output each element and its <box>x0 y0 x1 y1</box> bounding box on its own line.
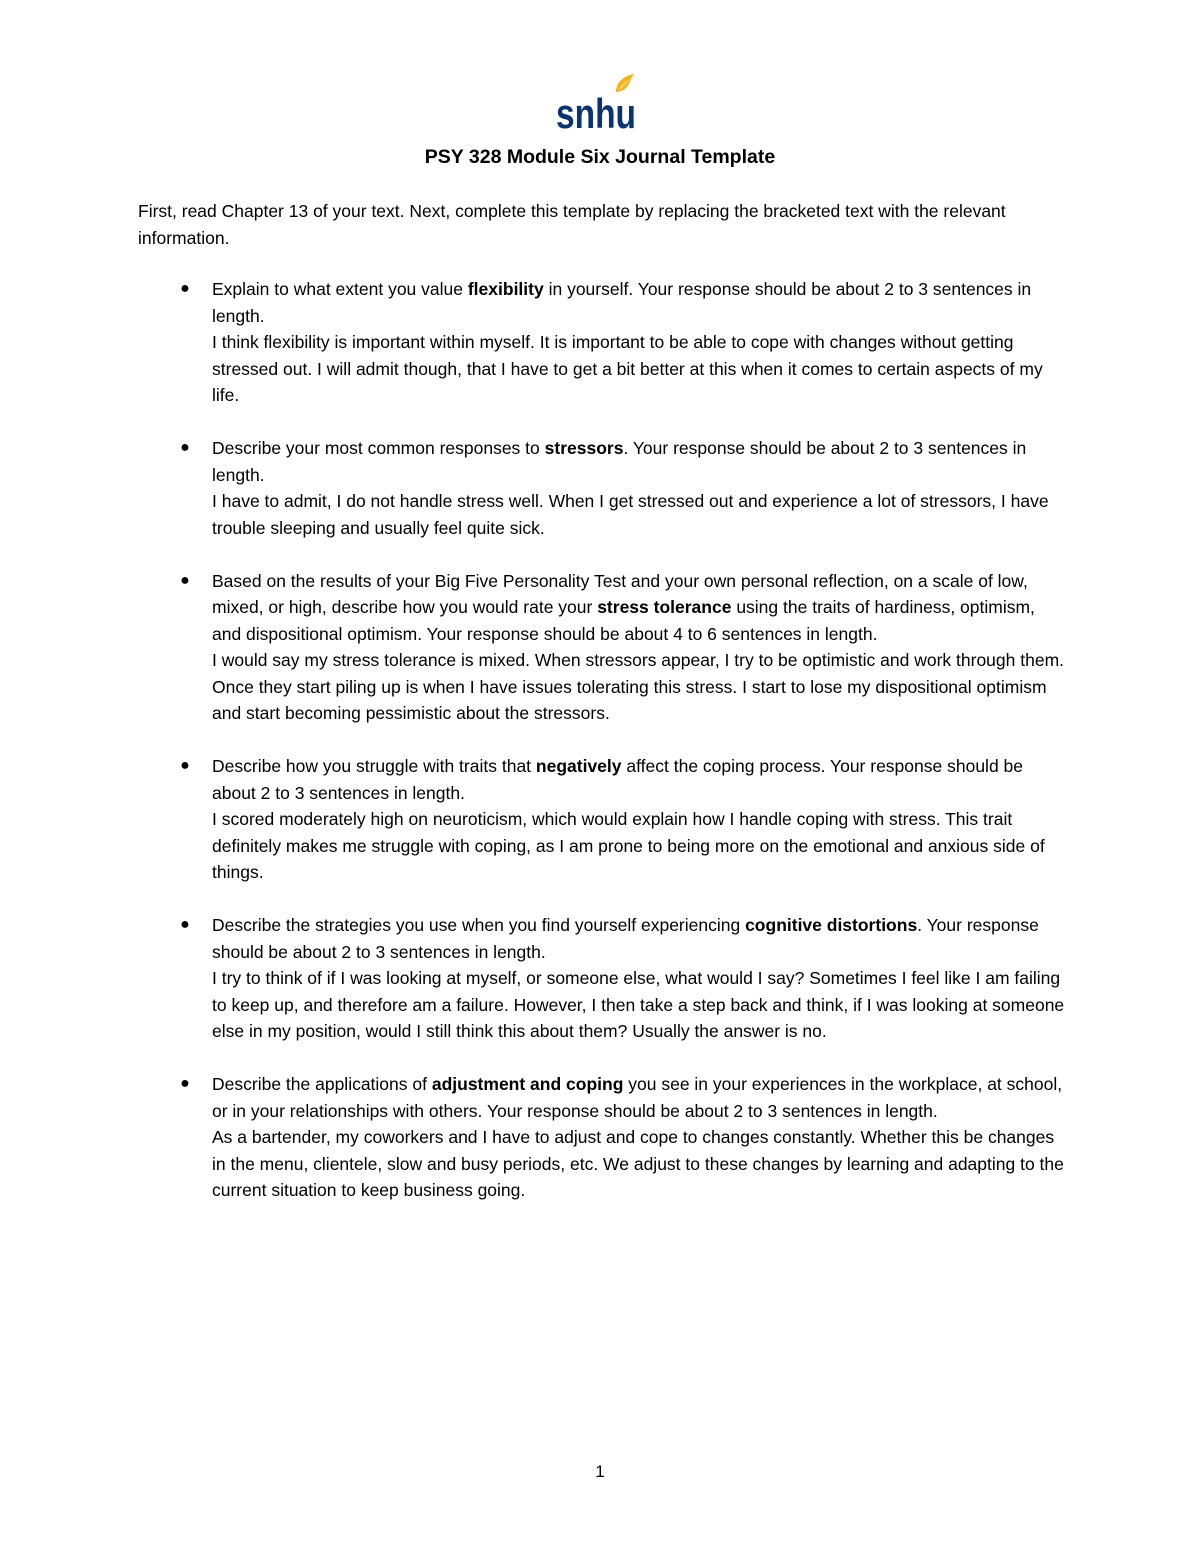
question-prompt: Describe how you struggle with traits that negatively affect the coping process. Your response should be about 2 to 3 sentences in length. <box>212 756 1023 803</box>
question-answer: As a bartender, my coworkers and I have to adjust and cope to changes constantly. Whether this be changes in the menu, clientele, slow and busy periods, etc. We adjust to these changes by learning and adapting to the current situation to keep business going. <box>212 1127 1064 1200</box>
snhu-wordmark: snhu <box>556 90 636 137</box>
bullet-icon: ● <box>180 439 190 456</box>
bullet-icon: ● <box>180 1075 190 1092</box>
question-answer: I have to admit, I do not handle stress well. When I get stressed out and experience a lot of stressors, I have trouble sleeping and usually feel quite sick. <box>212 491 1049 538</box>
snhu-logo-graphic <box>556 72 640 137</box>
question-answer: I think flexibility is important within myself. It is important to be able to cope with changes without getting stressed out. I will admit though, that I have to get a bit better at this when it comes to certain aspects of my life. <box>212 332 1043 405</box>
prompt-keyword: stress tolerance <box>597 597 732 617</box>
question-answer: I would say my stress tolerance is mixed. When stressors appear, I try to be optimistic and work through them. Once they start piling up is when I have issues tolerating this stress. I start to lose my dispositional optimism and start becoming pessimistic about the stressors. <box>212 650 1065 723</box>
prompt-keyword: adjustment and coping <box>431 1074 624 1094</box>
prompt-keyword: negatively <box>535 756 622 776</box>
bullet-icon: ● <box>180 916 190 933</box>
intro-paragraph: First, read Chapter 13 of your text. Next, complete this template by replacing the bracketed text with the relevant information. <box>138 201 1006 248</box>
question-item-cognitive-distortions <box>138 912 1068 1045</box>
question-prompt: Describe the applications of adjustment and coping you see in your experiences in the workplace, at school, or in your relationships with others. Your response should be about 2 to 3 sentences in length. <box>212 1074 1063 1121</box>
question-prompt: Explain to what extent you value flexibility in yourself. Your response should be about 2 to 3 sentences in length. <box>212 279 1032 326</box>
question-item-stressors <box>138 435 1068 541</box>
snhu-logo <box>556 72 640 137</box>
question-prompt: Based on the results of your Big Five Personality Test and your own personal reflection, on a scale of low, mixed, or high, describe how you would rate your stress tolerance using the traits of hardiness, optimism, and dispositional optimism. Your response should be about 4 to 6 sentences in length. <box>212 570 1035 644</box>
question-item-stress-tolerance <box>138 568 1068 727</box>
prompt-keyword: stressors <box>544 438 624 458</box>
bullet-icon: ● <box>180 757 190 774</box>
question-prompt: Describe your most common responses to stressors. Your response should be about 2 to 3 sentences in length. <box>212 438 1027 485</box>
question-item-adjustment-coping <box>138 1071 1068 1204</box>
question-answer: I try to think of if I was looking at myself, or someone else, what would I say? Sometimes I feel like I am failing to keep up, and therefore am a failure. However, I then take a step back and think, if I was looking at someone else in my position, would I still think this about them? Usually the answer is no. <box>212 968 1065 1041</box>
question-item-negative-traits <box>138 753 1068 886</box>
bullet-icon: ● <box>180 280 190 297</box>
page-number: 1 <box>595 1462 605 1481</box>
question-prompt: Describe the strategies you use when you find yourself experiencing cognitive distortions. Your response should be about 2 to 3 sentences in length. <box>212 915 1039 962</box>
prompt-keyword: flexibility <box>467 279 544 299</box>
question-answer: I scored moderately high on neuroticism, which would explain how I handle coping with stress. This trait definitely makes me struggle with coping, as I am prone to being more on the emotional and anxious side of things. <box>212 809 1045 882</box>
bullet-icon: ● <box>180 571 190 589</box>
prompt-keyword: cognitive distortions <box>745 915 918 935</box>
question-list <box>138 276 1068 1230</box>
page-title: PSY 328 Module Six Journal Template <box>424 146 776 168</box>
question-item-flexibility <box>138 276 1068 409</box>
